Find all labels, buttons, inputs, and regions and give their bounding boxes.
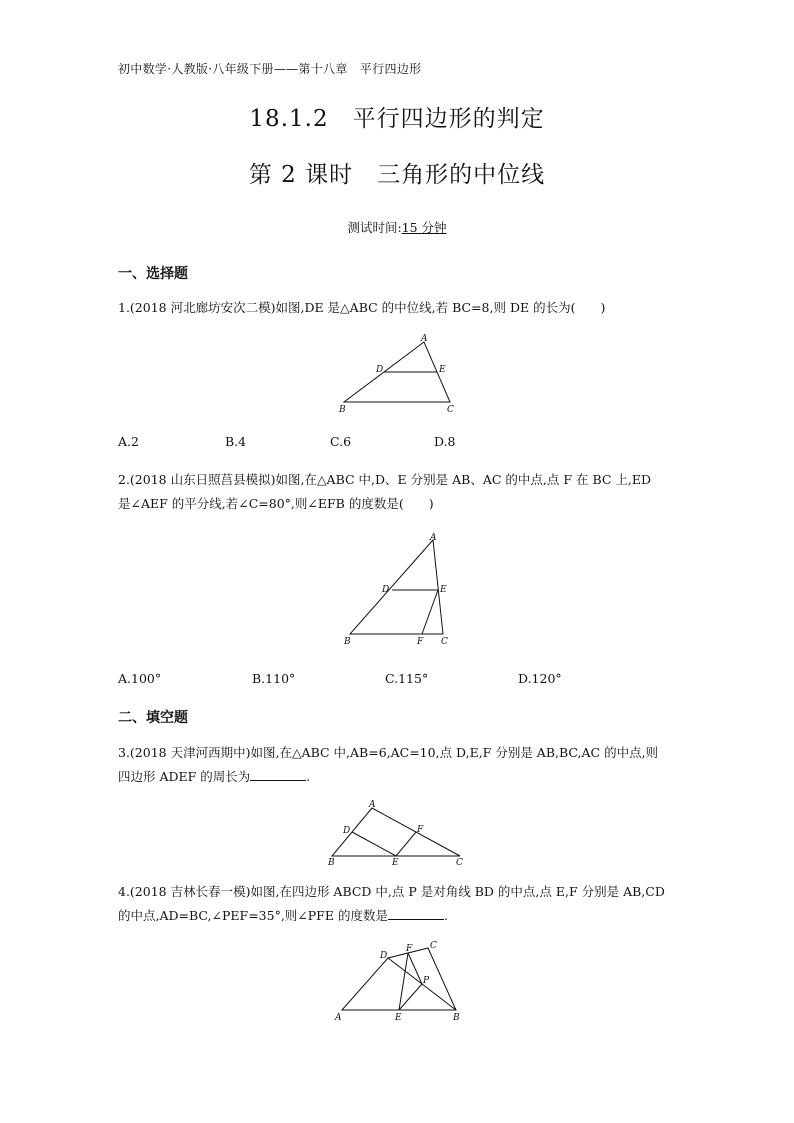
- label-c: C: [430, 941, 437, 951]
- answer-blank-3[interactable]: [250, 766, 306, 781]
- label-a: A: [335, 1013, 342, 1023]
- label-d: D: [380, 951, 388, 961]
- option-1c[interactable]: C.6: [330, 434, 352, 449]
- question-3-text: 四边形 ADEF 的周长为: [118, 769, 251, 784]
- label-e: E: [439, 365, 446, 375]
- question-2-line-2: 是∠AEF 的平分线,若∠C=80°,则∠EFB 的度数是( ): [118, 496, 434, 511]
- question-4-line-2: [118, 904, 678, 928]
- label-b: B: [328, 858, 335, 868]
- label-d: D: [382, 585, 390, 595]
- option-2b[interactable]: B.110°: [252, 671, 296, 686]
- question-1: 1.(2018 河北廊坊安次二模)如图,DE 是△ABC 的中位线,若 BC=8,则 DE 的长为( ): [118, 300, 606, 315]
- option-2d[interactable]: D.120°: [518, 671, 562, 686]
- question-3-end: .: [306, 769, 311, 784]
- triangle-abc: [350, 540, 443, 634]
- label-b: B: [344, 637, 351, 647]
- label-f: F: [417, 825, 424, 835]
- figure-q4: [330, 938, 470, 1028]
- label-b: B: [339, 405, 346, 415]
- label-e: E: [395, 1013, 402, 1023]
- segments-de-ef: [352, 832, 416, 856]
- label-e: E: [440, 585, 447, 595]
- label-c: C: [447, 405, 454, 415]
- label-a: A: [369, 800, 376, 810]
- section-heading-choice: 一、选择题: [118, 266, 188, 282]
- question-2-line-1: 2.(2018 山东日照莒县模拟)如图,在△ABC 中,D、E 分别是 AB、AC 的中点,点 F 在 BC 上,ED: [118, 472, 652, 487]
- lesson-title: 第 2 课时 三角形的中位线: [248, 162, 546, 188]
- page-header: 初中数学·人教版·八年级下册——第十八章 平行四边形: [118, 62, 422, 76]
- label-d: D: [343, 826, 351, 836]
- option-2c[interactable]: C.115°: [385, 671, 429, 686]
- option-2a[interactable]: A.100°: [118, 671, 162, 686]
- question-4-end: .: [443, 908, 448, 923]
- label-b: B: [453, 1013, 460, 1023]
- section-heading-fill: 二、填空题: [118, 710, 188, 726]
- quadrilateral-abcd: [342, 948, 456, 1010]
- test-time-label: 测试时间:: [347, 220, 402, 235]
- segment-fp: [408, 953, 422, 984]
- question-3-line-2: [118, 765, 678, 789]
- figure-q3: [322, 798, 472, 868]
- label-c: C: [456, 858, 463, 868]
- test-time: [0, 218, 794, 236]
- section-title: 18.1.2 平行四边形的判定: [249, 106, 545, 132]
- option-1b[interactable]: B.4: [225, 434, 247, 449]
- segment-ef: [422, 590, 438, 634]
- label-e: E: [392, 858, 399, 868]
- label-d: D: [376, 365, 384, 375]
- label-a: A: [430, 533, 437, 543]
- answer-blank-4[interactable]: [388, 905, 444, 920]
- question-3-line-1: 3.(2018 天津河西期中)如图,在△ABC 中,AB=6,AC=10,点 D,E,F 分别是 AB,BC,AC 的中点,则: [118, 745, 659, 760]
- option-1d[interactable]: D.8: [434, 434, 456, 449]
- question-4-text: 的中点,AD=BC,∠PEF=35°,则∠PFE 的度数是: [118, 908, 388, 923]
- figure-q2: [338, 530, 458, 650]
- label-f: F: [406, 944, 413, 954]
- label-a: A: [421, 334, 428, 344]
- label-p: P: [423, 976, 430, 986]
- option-1a[interactable]: A.2: [118, 434, 139, 449]
- test-time-value: 15 分钟: [401, 220, 447, 235]
- figure-q1: [330, 332, 470, 417]
- triangle-abc: [332, 808, 460, 856]
- question-4-line-1: 4.(2018 吉林长春一模)如图,在四边形 ABCD 中,点 P 是对角线 BD 的中点,点 E,F 分别是 AB,CD: [118, 884, 665, 899]
- label-c: C: [441, 637, 448, 647]
- label-f: F: [417, 637, 424, 647]
